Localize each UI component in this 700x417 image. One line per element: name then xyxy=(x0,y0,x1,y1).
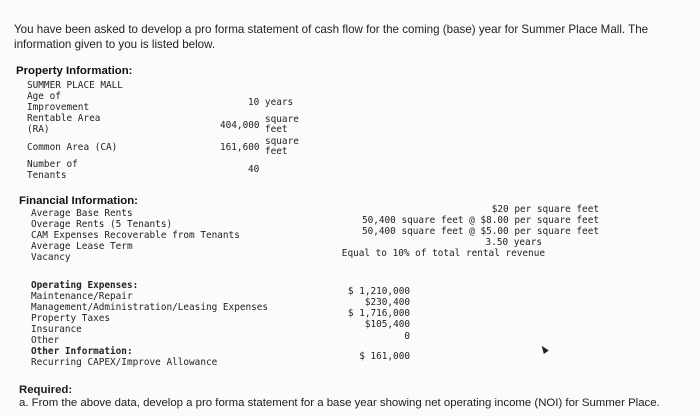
age-label-line2: Improvement xyxy=(27,102,90,113)
ra-label-line1: Rentable Area xyxy=(27,113,101,124)
op-value-other: 0 xyxy=(404,331,410,342)
ra-unit-line1: square xyxy=(265,114,299,125)
ca-unit-line2: feet xyxy=(265,146,288,157)
capex-label: Recurring CAPEX/Improve Allowance xyxy=(31,357,218,368)
fin-value-lease-term: 3.50 years xyxy=(485,237,542,248)
op-value-maintenance: $ 1,210,000 xyxy=(347,286,410,297)
ra-value: 404,000 xyxy=(220,120,260,131)
other-information-heading: Other Information: xyxy=(31,346,133,357)
fin-label-lease-term: Average Lease Term xyxy=(31,241,133,252)
op-label-management: Management/Administration/Leasing Expenses xyxy=(31,302,269,313)
ca-label: Common Area (CA) xyxy=(27,142,118,153)
required-question-a: a. From the above data, develop a pro forma statement for a base year showing net operating income (NOI) for Summer Place. xyxy=(19,397,660,409)
age-value: 10 years xyxy=(248,97,294,108)
operating-expenses-heading: Operating Expenses: xyxy=(31,280,139,291)
fin-value-cam-expenses: 50,400 square feet @ $5.00 per square feet xyxy=(361,226,599,237)
property-info-heading: Property Information: xyxy=(16,65,133,77)
fin-value-overage-rents: 50,400 square feet @ $8.00 per square feet xyxy=(361,215,599,226)
tenants-value: 40 xyxy=(248,164,260,175)
ra-unit-line2: feet xyxy=(265,124,288,135)
financial-info-heading: Financial Information: xyxy=(19,195,138,207)
mouse-cursor-icon xyxy=(539,344,549,354)
tenants-label-line1: Number of xyxy=(27,159,78,170)
required-heading: Required: xyxy=(19,384,73,396)
op-value-management: $230,400 xyxy=(364,297,410,308)
ra-label-line2: (RA) xyxy=(27,124,50,135)
op-label-maintenance: Maintenance/Repair xyxy=(31,291,133,302)
fin-label-overage-rents: Overage Rents (5 Tenants) xyxy=(31,219,173,230)
tenants-label-line2: Tenants xyxy=(27,170,67,181)
property-name: SUMMER PLACE MALL xyxy=(27,80,123,91)
fin-value-vacancy: Equal to 10% of total rental revenue xyxy=(341,248,545,259)
fin-label-vacancy: Vacancy xyxy=(31,252,71,263)
op-label-other: Other xyxy=(31,335,60,346)
op-value-insurance: $105,400 xyxy=(364,319,410,330)
ca-unit-line1: square xyxy=(265,136,299,147)
fin-label-cam-expenses: CAM Expenses Recoverable from Tenants xyxy=(31,230,240,241)
fin-value-base-rents: $20 per square feet xyxy=(491,204,599,215)
intro-paragraph: You have been asked to develop a pro forma statement of cash flow for the coming (base) year for Summer Place Mall. The information given to you is listed below. xyxy=(14,23,649,51)
age-label-line1: Age of xyxy=(27,91,61,102)
op-label-insurance: Insurance xyxy=(31,324,82,335)
ca-value: 161,600 xyxy=(220,142,260,153)
op-label-property-taxes: Property Taxes xyxy=(31,313,111,324)
capex-value: $ 161,000 xyxy=(359,351,410,362)
fin-label-base-rents: Average Base Rents xyxy=(31,208,133,219)
op-value-property-taxes: $ 1,716,000 xyxy=(347,308,410,319)
